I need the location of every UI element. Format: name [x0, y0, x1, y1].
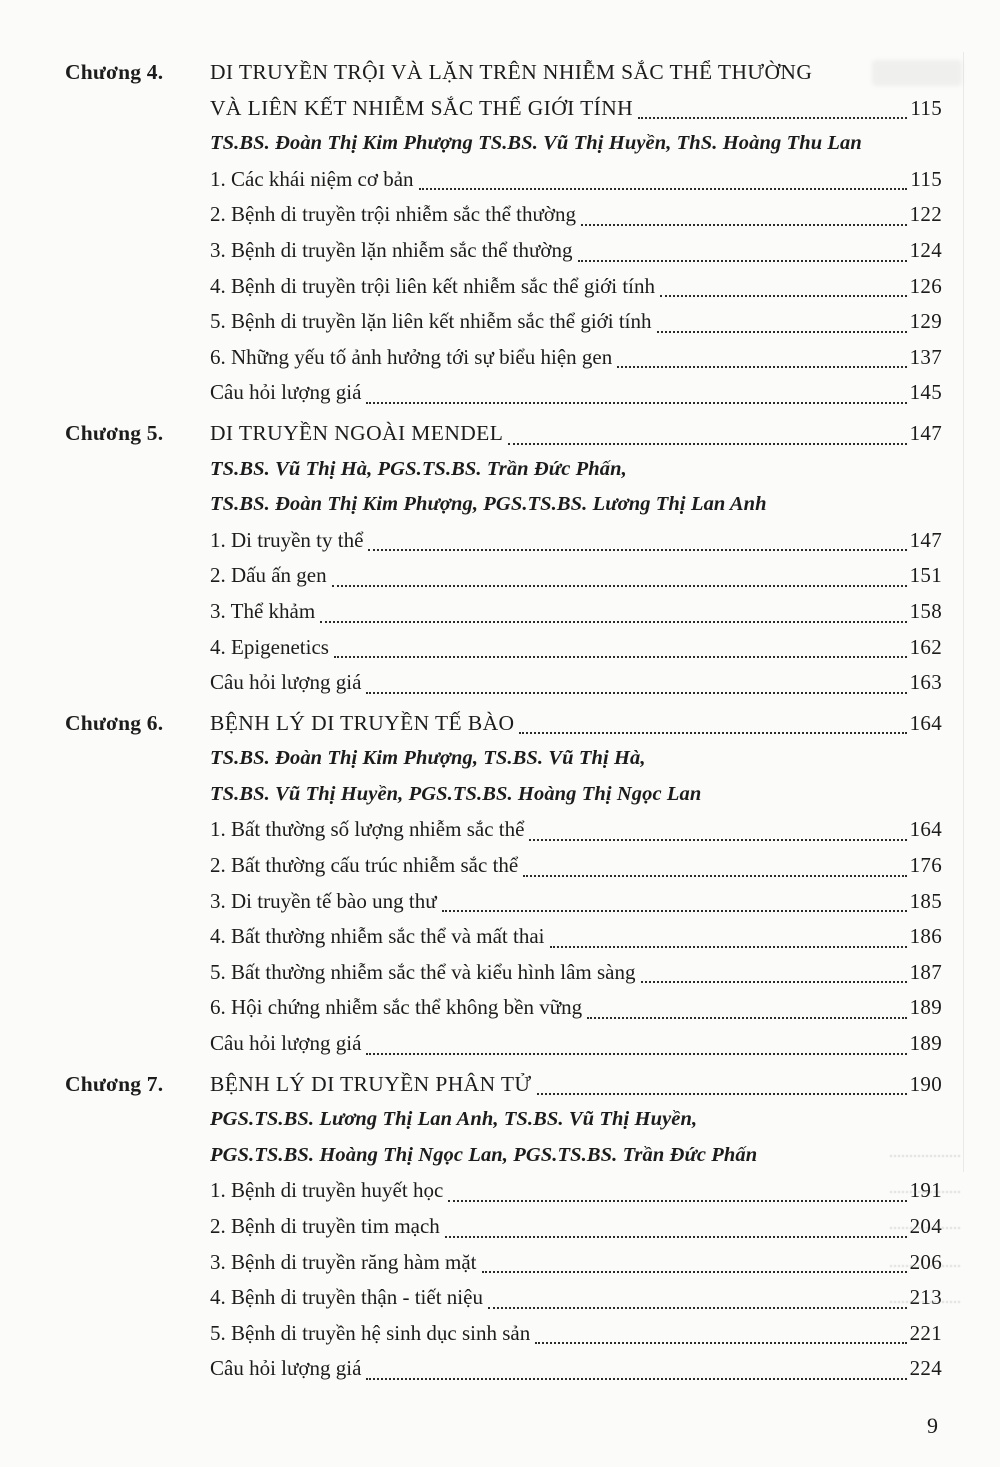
- chapter-title: [210, 55, 942, 91]
- toc-entry: [65, 1026, 942, 1062]
- toc-entry: [65, 197, 942, 233]
- chapter-page-number: 147: [909, 420, 942, 445]
- toc-entry: [65, 990, 942, 1026]
- entry-text: 4. Bệnh di truyền trội liên kết nhiễm sắc thể giới tính: [210, 273, 656, 298]
- entry-page-number: 187: [909, 959, 942, 984]
- toc-entry: [65, 162, 942, 198]
- entry-content: [210, 990, 942, 1026]
- entry-text: Câu hỏi lượng giá: [210, 1031, 362, 1056]
- dot-leader: [320, 621, 906, 623]
- entry-page-number: 122: [909, 202, 942, 227]
- toc-entry: [65, 1351, 942, 1387]
- dot-leader: [660, 295, 907, 297]
- toc-entry: [65, 630, 942, 666]
- toc-entry: [65, 1173, 942, 1209]
- entry-content: [210, 269, 942, 305]
- entry-text: 2. Bệnh di truyền tim mạch: [210, 1214, 440, 1238]
- entry-text: 4. Bệnh di truyền thận - tiết niệu: [210, 1285, 483, 1310]
- entry-text: 2. Bệnh di truyền trội nhiễm sắc thể thường: [210, 202, 577, 227]
- dot-leader: [617, 366, 906, 368]
- entry-content: [210, 665, 942, 701]
- toc-entry: [65, 848, 942, 884]
- entry-content: [210, 1245, 942, 1281]
- chapter-block: [65, 416, 942, 701]
- entry-page-number: 189: [909, 995, 942, 1020]
- author-line: TS.BS. Vũ Thị Huyền, PGS.TS.BS. Hoàng Thị Ngọc Lan: [210, 782, 702, 805]
- author-line: PGS.TS.BS. Hoàng Thị Ngọc Lan, PGS.TS.BS. Trần Đức Phấn: [210, 1143, 758, 1166]
- author-row: [65, 1102, 942, 1138]
- entry-page-number: 126: [909, 273, 942, 298]
- author-row: [65, 741, 942, 777]
- author-line: TS.BS. Đoàn Thị Kim Phượng TS.BS. Vũ Thị Huyền, ThS. Hoàng Thu Lan: [210, 132, 862, 155]
- chapter-title-row: [65, 91, 942, 127]
- entry-text: 4. Bất thường nhiễm sắc thể và mất thai: [210, 924, 545, 949]
- entry-page-number: 158: [909, 598, 942, 623]
- author-row: [65, 126, 942, 162]
- entry-text: 5. Bất thường nhiễm sắc thể và kiểu hình lâm sàng: [210, 959, 636, 984]
- chapter-title-row: [65, 706, 942, 742]
- entry-text: 4. Epigenetics: [210, 634, 329, 659]
- dot-leader: [508, 443, 906, 445]
- entry-page-number: 147: [909, 527, 942, 552]
- entry-page-number: 162: [909, 634, 942, 659]
- dot-leader: [419, 188, 908, 190]
- dot-leader: [529, 839, 906, 841]
- entry-page-number: 145: [909, 380, 942, 405]
- entry-page-number: 151: [909, 563, 942, 588]
- entry-page-number: 124: [909, 237, 942, 262]
- entry-page-number: 213: [909, 1285, 942, 1310]
- entry-text: Câu hỏi lượng giá: [210, 1356, 362, 1381]
- toc-entry: [65, 375, 942, 411]
- dot-leader: [482, 1271, 907, 1273]
- entry-content: [210, 919, 942, 955]
- author-line: TS.BS. Vũ Thị Hà, PGS.TS.BS. Trần Đức Phấn,: [210, 457, 627, 480]
- toc-entry: [65, 812, 942, 848]
- chapter-title: [210, 706, 942, 742]
- entry-page-number: 206: [909, 1249, 942, 1274]
- chapter-title-text: VÀ LIÊN KẾT NHIỄM SẮC THỂ GIỚI TÍNH: [210, 95, 634, 120]
- dot-leader: [578, 260, 907, 262]
- entry-content: [210, 1316, 942, 1352]
- chapter-title-text: BỆNH LÝ DI TRUYỀN PHÂN TỬ: [210, 1071, 532, 1096]
- toc-entry: [65, 269, 942, 305]
- entry-page-number: 191: [909, 1178, 942, 1203]
- dot-leader: [550, 946, 907, 948]
- entry-text: 3. Di truyền tế bào ung thư: [210, 888, 437, 913]
- entry-text: 1. Bất thường số lượng nhiễm sắc thể: [210, 817, 525, 842]
- entry-text: 1. Di truyền ty thể: [210, 527, 364, 552]
- entry-content: [210, 233, 942, 269]
- toc-entry: [65, 233, 942, 269]
- toc-entry: [65, 955, 942, 991]
- author-row: [65, 777, 942, 813]
- entry-page-number: 204: [909, 1214, 942, 1238]
- entry-text: 3. Thể khảm: [210, 598, 316, 623]
- toc-entry: [65, 1245, 942, 1281]
- toc-entry: [65, 340, 942, 376]
- page-number: 9: [927, 1412, 938, 1438]
- dot-leader: [537, 1093, 907, 1095]
- dot-leader: [488, 1307, 907, 1309]
- toc-entry: [65, 884, 942, 920]
- author-line: TS.BS. Đoàn Thị Kim Phượng, PGS.TS.BS. Lương Thị Lan Anh: [210, 493, 767, 516]
- page-footer: [65, 1413, 942, 1439]
- entry-text: 1. Bệnh di truyền huyết học: [210, 1178, 444, 1203]
- chapter-block: [65, 706, 942, 1062]
- entry-text: 2. Dấu ấn gen: [210, 563, 327, 588]
- entry-content: [210, 594, 942, 630]
- chapter-label: Chương 5.: [65, 420, 164, 445]
- entry-content: [210, 1173, 942, 1209]
- chapter-block: [65, 1067, 942, 1387]
- dot-leader: [366, 1053, 906, 1055]
- author-line: PGS.TS.BS. Lương Thị Lan Anh, TS.BS. Vũ Thị Huyền,: [210, 1108, 698, 1131]
- dot-leader: [366, 692, 906, 694]
- entry-page-number: 129: [909, 309, 942, 334]
- chapter-label: Chương 7.: [65, 1071, 164, 1096]
- chapter-block: [65, 55, 942, 411]
- entry-content: [210, 884, 942, 920]
- entry-text: Câu hỏi lượng giá: [210, 380, 362, 405]
- scan-artifact-line: [963, 52, 965, 1172]
- entry-page-number: 221: [909, 1320, 942, 1345]
- author-row: [65, 452, 942, 488]
- dot-leader: [445, 1236, 907, 1238]
- entry-page-number: 115: [910, 166, 942, 191]
- entry-page-number: 185: [909, 888, 942, 913]
- dot-leader: [519, 732, 906, 734]
- chapter-label: Chương 4.: [65, 60, 164, 84]
- chapter-page-number: 115: [910, 95, 942, 120]
- chapter-label: Chương 6.: [65, 710, 164, 735]
- entry-page-number: 189: [909, 1031, 942, 1056]
- dot-leader: [448, 1200, 906, 1202]
- entry-page-number: 224: [909, 1356, 942, 1381]
- entry-content: [210, 375, 942, 411]
- entry-content: [210, 955, 942, 991]
- dot-leader: [366, 1378, 906, 1380]
- dot-leader: [581, 224, 907, 226]
- entry-content: [210, 630, 942, 666]
- chapter-page-number: 190: [909, 1071, 942, 1096]
- dot-leader: [366, 402, 906, 404]
- entry-page-number: 186: [909, 924, 942, 949]
- dot-leader: [657, 331, 907, 333]
- chapter-title-row: [65, 416, 942, 452]
- entry-page-number: 176: [909, 853, 942, 878]
- chapter-page-number: 164: [909, 710, 942, 735]
- dot-leader: [332, 585, 907, 587]
- entry-text: 6. Những yếu tố ảnh hưởng tới sự biểu hiện gen: [210, 344, 613, 369]
- entry-content: [210, 1351, 942, 1387]
- author-line: TS.BS. Đoàn Thị Kim Phượng, TS.BS. Vũ Thị Hà,: [210, 747, 646, 770]
- entry-content: [210, 523, 942, 559]
- entry-text: 5. Bệnh di truyền lặn liên kết nhiễm sắc thể giới tính: [210, 309, 652, 334]
- dot-leader: [523, 875, 906, 877]
- dot-leader: [535, 1342, 906, 1344]
- author-row: [65, 1138, 942, 1174]
- toc-entry: [65, 558, 942, 594]
- entry-content: [210, 1280, 942, 1316]
- author-row: [65, 487, 942, 523]
- chapter-title: [210, 416, 942, 452]
- entry-content: [210, 1209, 942, 1245]
- toc-entry: [65, 523, 942, 559]
- entry-text: 5. Bệnh di truyền hệ sinh dục sinh sản: [210, 1320, 531, 1345]
- entry-page-number: 163: [909, 670, 942, 695]
- toc-entry: [65, 1209, 942, 1245]
- entry-text: 3. Bệnh di truyền lặn nhiễm sắc thể thường: [210, 237, 573, 262]
- entry-content: [210, 304, 942, 340]
- entry-content: [210, 340, 942, 376]
- entry-content: [210, 197, 942, 233]
- entry-content: [210, 848, 942, 884]
- chapter-title: [210, 1067, 942, 1103]
- toc-entry: [65, 919, 942, 955]
- dot-leader: [638, 117, 907, 119]
- toc-entry: [65, 665, 942, 701]
- dot-leader: [442, 910, 907, 912]
- entry-content: [210, 812, 942, 848]
- entry-text: 2. Bất thường cấu trúc nhiễm sắc thể: [210, 853, 519, 878]
- entry-page-number: 164: [909, 817, 942, 842]
- dot-leader: [368, 549, 906, 551]
- chapter-title-row: [65, 1067, 942, 1103]
- dot-leader: [334, 656, 907, 658]
- chapter-title-text: DI TRUYỀN NGOÀI MENDEL: [210, 420, 504, 445]
- toc-entry: [65, 1316, 942, 1352]
- entry-page-number: 137: [909, 344, 942, 369]
- chapter-title-row: [65, 55, 942, 91]
- dot-leader: [587, 1017, 906, 1019]
- toc-entry: [65, 594, 942, 630]
- dot-leader: [641, 981, 907, 983]
- chapter-title-text: BỆNH LÝ DI TRUYỀN TẾ BÀO: [210, 710, 515, 735]
- entry-content: [210, 162, 942, 198]
- entry-text: 6. Hội chứng nhiễm sắc thể không bền vững: [210, 995, 583, 1020]
- toc-entry: [65, 304, 942, 340]
- toc-entry: [65, 1280, 942, 1316]
- table-of-contents: [65, 55, 942, 1387]
- chapter-title: [210, 91, 942, 127]
- entry-text: Câu hỏi lượng giá: [210, 670, 362, 695]
- entry-text: 1. Các khái niệm cơ bản: [210, 166, 414, 191]
- entry-text: 3. Bệnh di truyền răng hàm mặt: [210, 1249, 477, 1274]
- entry-content: [210, 1026, 942, 1062]
- chapter-title-text: DI TRUYỀN TRỘI VÀ LẶN TRÊN NHIỄM SẮC THỂ THƯỜNG: [210, 60, 813, 84]
- entry-content: [210, 558, 942, 594]
